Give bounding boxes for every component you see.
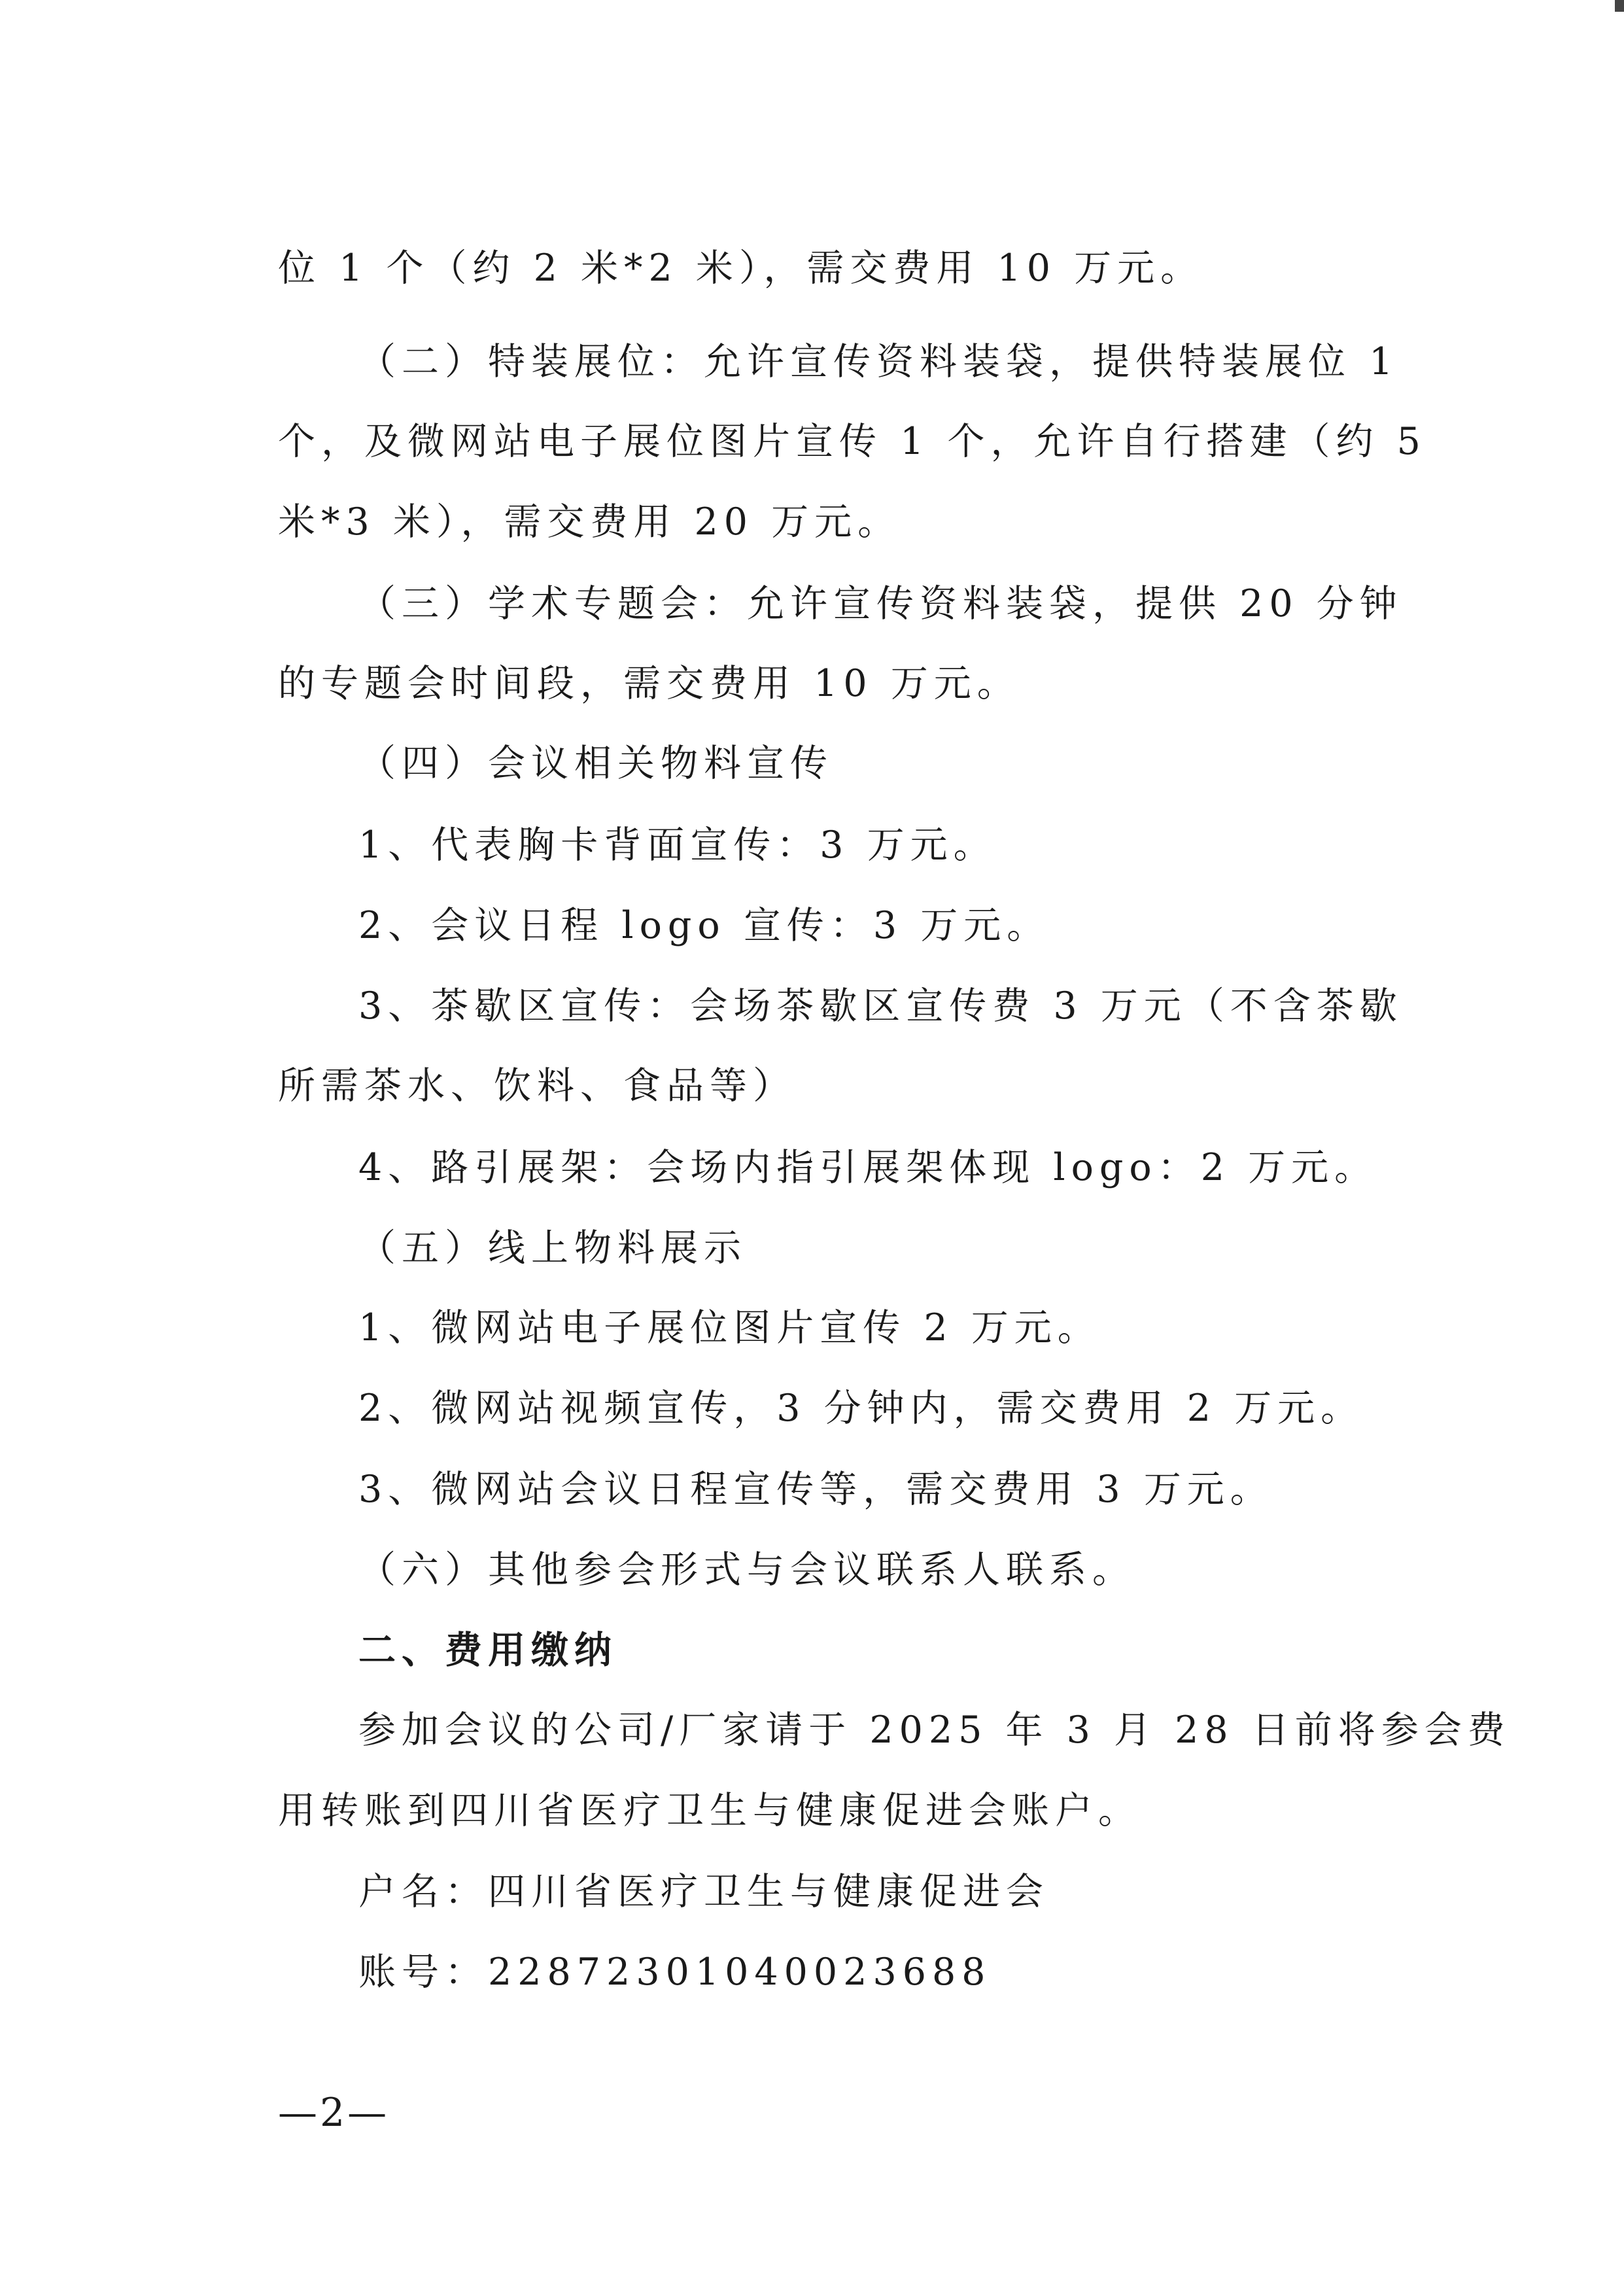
- section-heading: （四）会议相关物料宣传: [358, 742, 833, 785]
- text-line: （六）其他参会形式与会议联系人联系。: [358, 1548, 1135, 1591]
- list-item: 1、微网站电子展位图片宣传 2 万元。: [358, 1306, 1101, 1349]
- list-item: 3、茶歇区宣传：会场茶歇区宣传费 3 万元（不含茶歇: [358, 984, 1403, 1028]
- account-name: 户名：四川省医疗卫生与健康促进会: [358, 1870, 1049, 1913]
- section-heading: （五）线上物料展示: [358, 1226, 747, 1270]
- text-line: 的专题会时间段，需交费用 10 万元。: [278, 662, 1020, 705]
- scan-mark: [1615, 0, 1624, 12]
- text-line: 所需茶水、饮料、食品等）: [278, 1064, 796, 1107]
- text-line: （二）特装展位：允许宣传资料装袋，提供特装展位 1: [358, 340, 1399, 383]
- text-line: 米*3 米），需交费用 20 万元。: [278, 500, 901, 544]
- list-item: 2、会议日程 logo 宣传：3 万元。: [358, 904, 1050, 947]
- section-title: 二、费用缴纳: [358, 1628, 617, 1672]
- list-item: 3、微网站会议日程宣传等，需交费用 3 万元。: [358, 1468, 1273, 1511]
- list-item: 4、路引展架：会场内指引展架体现 logo：2 万元。: [358, 1146, 1378, 1189]
- text-line: 位 1 个（约 2 米*2 米），需交费用 10 万元。: [278, 247, 1204, 290]
- text-line: （三）学术专题会：允许宣传资料装袋，提供 20 分钟: [358, 582, 1403, 625]
- account-number: 账号：22872301040023688: [358, 1951, 992, 1994]
- page-number: —2—: [278, 2090, 390, 2136]
- list-item: 1、代表胸卡背面宣传：3 万元。: [358, 824, 997, 867]
- text-line: 参加会议的公司/厂家请于 2025 年 3 月 28 日前将参会费: [358, 1709, 1511, 1752]
- text-line: 个，及微网站电子展位图片宣传 1 个，允许自行搭建（约 5: [278, 420, 1426, 463]
- list-item: 2、微网站视频宣传，3 分钟内，需交费用 2 万元。: [358, 1387, 1364, 1430]
- text-line: 用转账到四川省医疗卫生与健康促进会账户。: [278, 1789, 1141, 1832]
